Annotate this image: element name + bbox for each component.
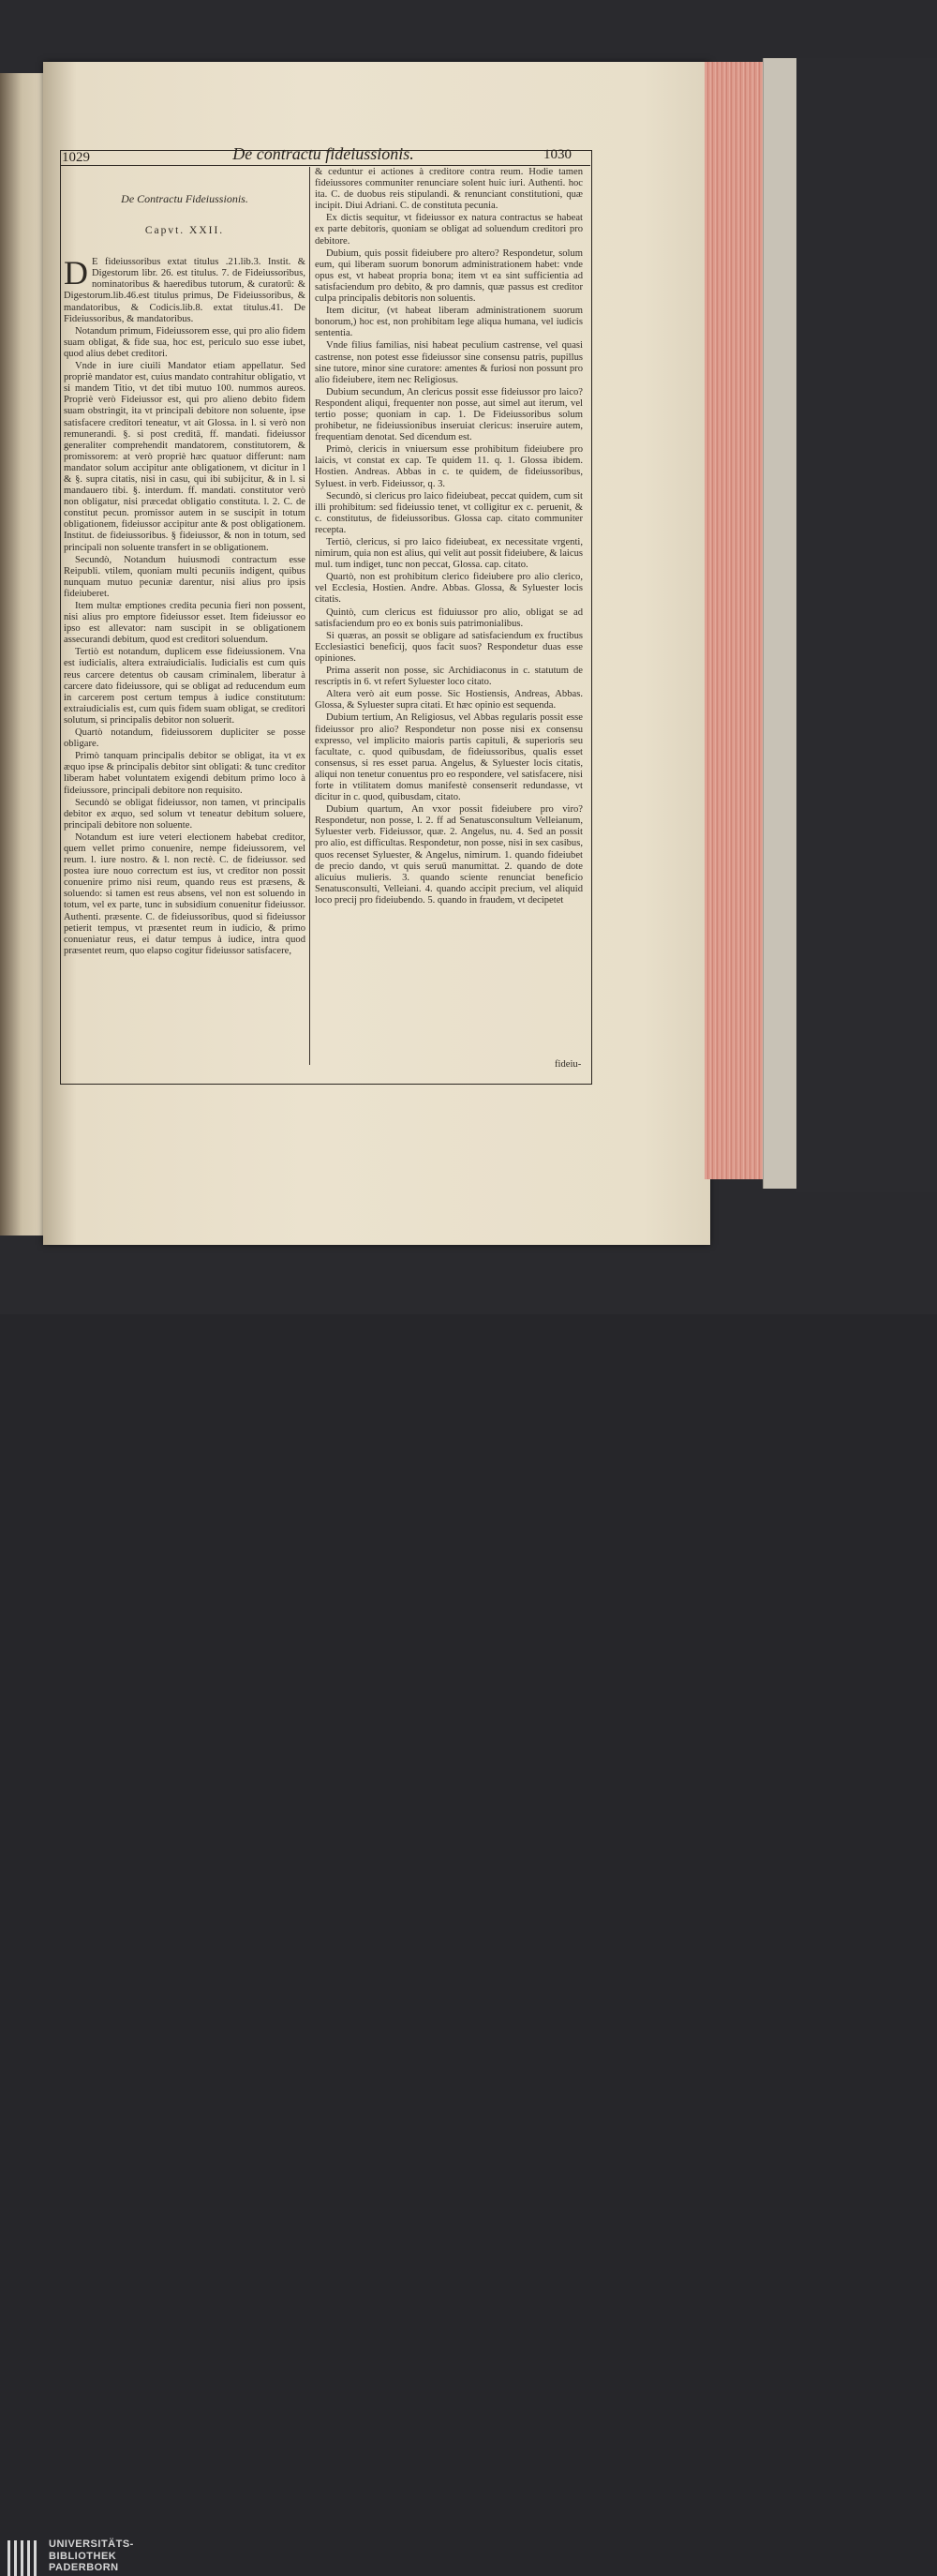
right-column bbox=[315, 167, 583, 907]
section-title: De Contractu Fideiussionis. bbox=[121, 192, 248, 205]
paragraph: Dubium tertium, An Religiosus, vel Abbas regularis possit esse fideiussor pro alio? Respondetur non posse nisi ex consensu expresso, vel implicito maioris partis capituli, & superioris seu facultate, c. quod quibusdam, de fideiussoribus, qualis esset consensus, si res esset parua. Angelus, & Syluester locis citatis, aliqui non tenetur conuentus pro eo respondere, vel satisfacere, nisi forte in vtilitatem domus manifestè consenserit redundasse, vt dicitur in c. quod, quibusdam, citato. bbox=[315, 712, 583, 803]
paragraph: Tertiò, clericus, si pro laico fideiubeat, ex necessitate vrgenti, nimirum, quia non est alius, qui velit aut possit fideiubere, & laicus mul. tum indiget, tunc non peccat, Glossa. cap. citato. bbox=[315, 537, 583, 571]
paragraph: Quartò notandum, fideiussorem dupliciter se posse obligare. bbox=[64, 727, 305, 750]
paragraph: Secundò, si clericus pro laico fideiubeat, peccat quidem, cum sit illi prohibitum: sed fideiussio tenet, vt colligitur ex c. peruenit, & c. constitutus, de fideiussoribus. Glossa cap. citato communiter recepta. bbox=[315, 490, 583, 535]
column-divider bbox=[309, 167, 310, 1065]
running-head: De contractu fideiussionis. bbox=[232, 144, 414, 163]
book-cover-board bbox=[763, 58, 797, 1189]
chapter-heading: Capvt. XXII. bbox=[144, 225, 225, 237]
paragraph: & ceduntur ei actiones à creditore contra reum. Hodie tamen fideiussores communiter renunciare solent huic iuri. Authenti. hoc ita. C. de duobus reis stipulandi. & renunciant constitutioni, quæ incipit. Diui Adriani. C. de constituta pecunia. bbox=[315, 167, 583, 212]
library-logo-text: UNIVERSITÄTS- BIBLIOTHEK PADERBORN bbox=[49, 2539, 134, 2573]
paragraph: Altera verò ait eum posse. Sic Hostiensis, Andreas, Abbas. Glossa, & Syluester supra citati. Et hæc opinio est sequenda. bbox=[315, 689, 583, 711]
paragraph: Item dicitur, (vt habeat liberam administrationem suorum bonorum,) hoc est, non prohibitam lege aliqua humana, vel iudicis sententia. bbox=[315, 306, 583, 339]
left-column bbox=[64, 187, 305, 958]
paragraph: Vnde filius familias, nisi habeat peculium castrense, vel quasi castrense, non potest esse fideiussor sine consensu patris, pupillus sine tutore, minor sine curatore: amentes & furiosi non possunt pro alio fideiubere, item nec Religiosus. bbox=[315, 340, 583, 385]
library-logo-icon bbox=[7, 2540, 41, 2576]
paragraph: Item multæ emptiones credita pecunia fieri non possent, nisi alius pro emptore fideiussor esset. Item fideiussor eo ipso est allevator: nam suscipit in se obligationem assecurandi debitum, quod est creditori soluendum. bbox=[64, 601, 305, 646]
paragraph: Ex dictis sequitur, vt fideiussor ex natura contractus se habeat ex parte debitoris, quoniam se obligat ad soluendum creditori pro debitore. bbox=[315, 213, 583, 247]
catchword: fideiu- bbox=[555, 1059, 582, 1070]
library-footer bbox=[0, 1267, 937, 2573]
paragraph: Prima asserit non posse, sic Archidiaconus in c. statutum de rescriptis in 6. vt refert Syluester loco citato. bbox=[315, 666, 583, 688]
paragraph: Primò tanquam principalis debitor se obligat, ita vt ex æquo ipse & principalis debitor sint obligati: & tunc creditor liberam habet voluntatem exigendi debitum primo loco à fideiussore, principali debitore non requisito. bbox=[64, 751, 305, 796]
paragraph: Si quæras, an possit se obligare ad satisfaciendum ex fructibus Ecclesiastici beneficij, quos facit suos? Respondetur duas esse opiniones. bbox=[315, 630, 583, 664]
background-dark bbox=[796, 58, 937, 1192]
paragraph: D E fideiussoribus extat titulus .21.lib.3. Instit. & Digestorum libr. 26. est titulus. 7. de Fideiussoribus, nominatoribus & haeredibus tutorum, & curatorū: & Digestorum.lib.46.est titulus primus, De Fideiussoribus, & mandatoribus, & Codicis.lib.8. extat titulus.41. De Fideiussoribus, & mandatoribus. bbox=[64, 254, 305, 324]
paragraph: Primò, clericis in vniuersum esse prohibitum fideiubere pro laicis, vt constat ex cap. Te quidem 11. q. 1. Glossa ibidem. Hostien. Andreas. Abbas in c. te quidem, de fideiussoribus, Syluest. in verb. Fideiussor, q. 3. bbox=[315, 444, 583, 489]
paragraph: Dubium quartum, An vxor possit fideiubere pro viro? Respondetur, non posse, l. 2. ff ad Senatusconsultum Velleianum, Syluester verb. Fideiussor, quæ. 2. Angelus, nu. 4. Sed an possit pro alio, est difficultas. Respondetur, non posse, nisi in sex casibus, quos recenset Syluester, & Angelus, nimirum. 1. quando fideiubet de precio dando, vt quis seruū manumittat. 2. quando de dote alicuius mulieris. 3. quando sciente renunciat beneficio Senatusconsulti, Velleiani. 4. quando accipit precium, vel aliquid loco precij pro fideiubendo. 5. quando in fraudem, vt decipetet bbox=[315, 804, 583, 906]
page-edges-red bbox=[705, 62, 765, 1179]
paragraph: Tertiò est notandum, duplicem esse fideiussionem. Vna est iudicialis, altera extraiudicialis. Iudicialis est cum quis reus carcere detentus ob causam criminalem, liberatur à carcere dato fideiussore, qui se obligat ad reducendum eum in carcerem post certum tempus à iudice constitutum: extraiudicialis est, cum quis fidem suam obligat, se creditori solutum, si principalis debitor non soluerit. bbox=[64, 647, 305, 726]
page-number-left: 1029 bbox=[62, 150, 90, 165]
paragraph: Dubium secundum, An clericus possit esse fideiussor pro laico? Respondent aliqui, frequenter non posse, aut simel aut iterum, vel tertio posse; quoniam in cap. 1. De Fideiussoribus solum prohibetur, ne fideiussionibus inseruiat clericus: inseruire autem, frequentiam denotat. Sed dicendum est. bbox=[315, 386, 583, 443]
paragraph: Notandum primum, Fideiussorem esse, qui pro alio fidem suam obligat, & fide sua, hoc est, periculo suo esse iubet, quod alius debet creditori. bbox=[64, 325, 305, 359]
paragraph: Vnde in iure ciuili Mandator etiam appellatur. Sed propriè mandator est, cuius mandato contrahitur obligatio, vt si mandem Titio, vt det tibi mutuo 100. nummos aureos. Propriè verò Fideiussor est, qui pro alieno debito fidem suam obstringit, ita vt principali debitore non soluente, ipse satisfacere creditori teneatur, vt ait Glossa. in l. si verò non remunerandi. §. si post creditā, ff. mandati. fideiussor generaliter comprehendit mandatorem, constitutorem, & promissorem: at verò propriè hæc quatuor differunt: nam mandator solum accipitur ante obligationem, vt dicitur in l & §. supra citatis, nisi in casu, qui ibi subijcitur, & in l. si mandauero tibi. §. interdum. ff. mandati. constitutor verò non obligatur, nisi præcedat obligatio constituta. l. 2. C. de constitut pecun. promissor autem in se suscipit in totum obligationem, fideiussor accipitur ante & post obligationem. Institut. de fideiussoribus. § fideiussor, & non in totum, sed principali non soluente transfert in se obligationem. bbox=[64, 361, 305, 553]
paragraph: Notandum est iure veteri electionem habebat creditor, quem vellet primo conuenire, nempe fideiussorem, vel reum. l. iure nostro. & l. non rectè. C. de fideiussor. sed postea iure nouo correctum est ius, vt creditor non possit conuenire primo nisi reum, quando reus est præsens, & soluendo: si tamen est reus absens, vel non est soluendo in totum, vel ex parte, tunc in subsidium conuenitur fideiussor. Authenti. præsente. C. de fideiussoribus, quod si fideiussor petierit tempus, vt præsentet reum in iudicio, & primo conueniatur reus, ei datur tempus à iudice, intra quod præsentet reum, quo elapso cogitur fideiussor satisfacere, bbox=[64, 831, 305, 956]
paragraph: Secundò se obligat fideiussor, non tamen, vt principalis debitor ex æquo, sed solum vt teneatur debitum soluere, principali debitore non soluente. bbox=[64, 797, 305, 831]
paragraph: Quintò, cum clericus est fiduiussor pro alio, obligat se ad satisfaciendum pro eo ex bonis suis patrimonialibus. bbox=[315, 607, 583, 629]
paragraph: Dubium, quis possit fideiubere pro altero? Respondetur, solum eum, qui liberam suorum bonorum administrationem habet: vnde opus est, vt habeat propria bona; item vt ea sint sufficientia ad satisfaciendum pro debito, & pro damnis, quæ passus est creditor culpa principalis debitoris non soluentis. bbox=[315, 247, 583, 305]
drop-cap: D bbox=[64, 254, 88, 292]
scan-area bbox=[0, 0, 937, 1267]
paragraph: Quartò, non est prohibitum clerico fideiubere pro alio clerico, vel Ecclesia, Hostien. Andre. Abbas. Glossa, & Syluester locis citatis. bbox=[315, 572, 583, 606]
paragraph: Secundò, Notandum huiusmodi contractum esse Reipubli. vtilem, quoniam multi pecuniis indigent, quibus nunquam mutuo pecuniæ darentur, nisi alius pro ipsis fideiuberet. bbox=[64, 554, 305, 599]
page-number-right: 1030 bbox=[543, 147, 572, 162]
